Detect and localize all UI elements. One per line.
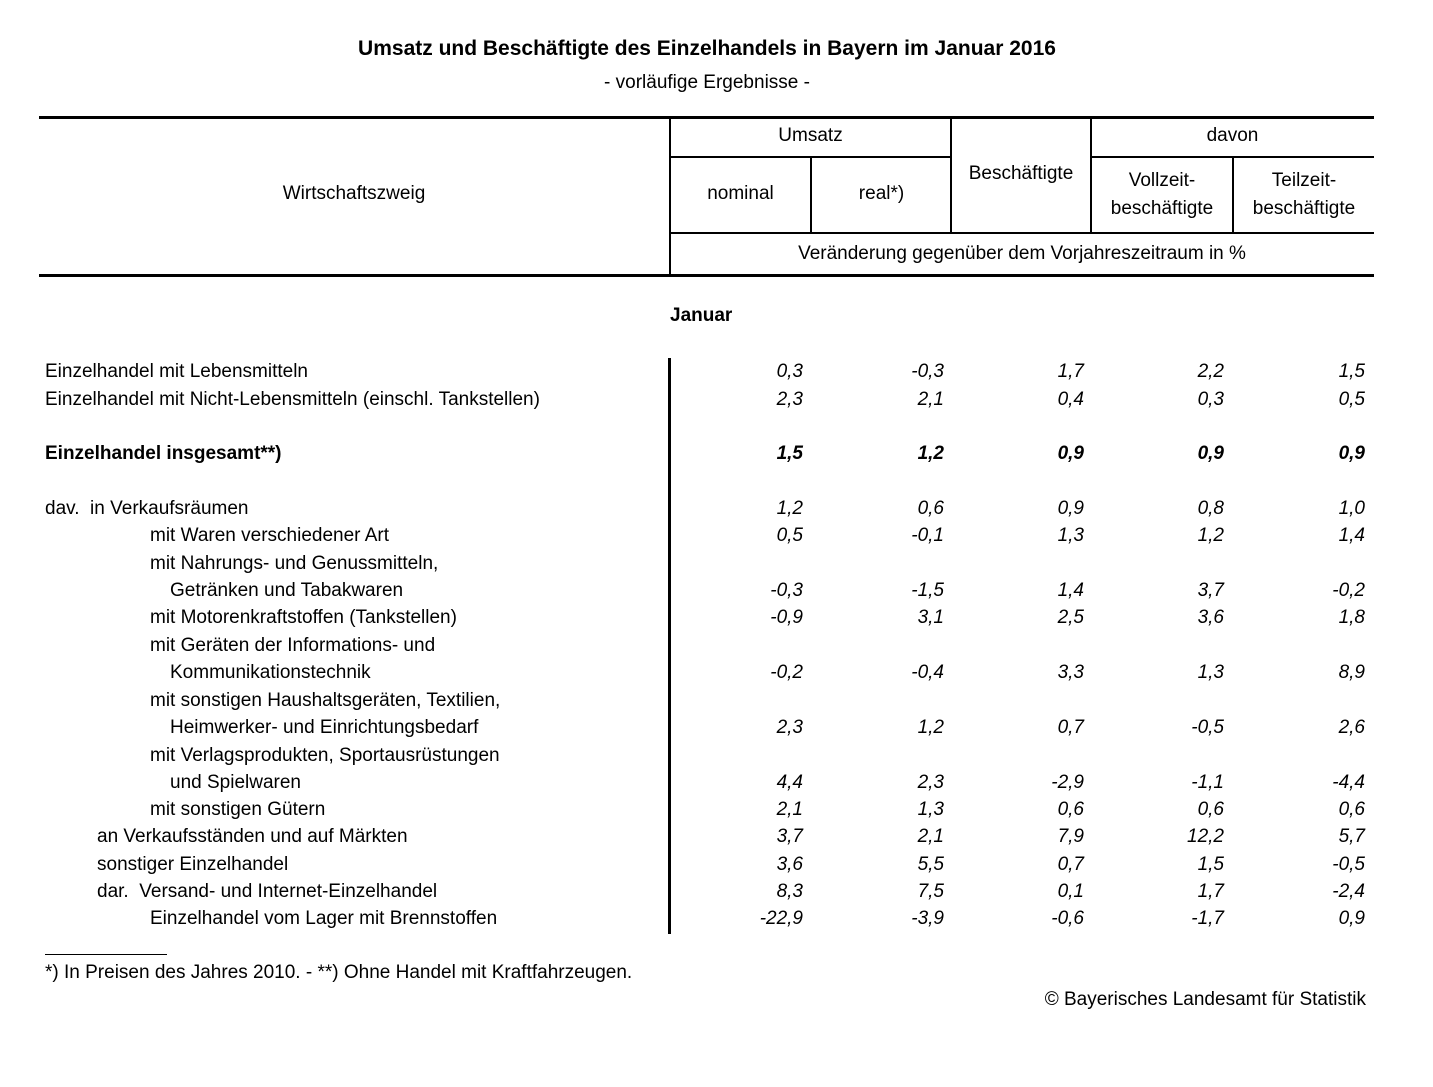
cell-value: 1,3 [1057,525,1084,546]
header-unit: Veränderung gegenüber dem Vorjahreszeitraum in % [798,243,1246,264]
row-label: Einzelhandel mit Lebensmitteln [45,361,308,382]
header-parttime-1: Teilzeit- [1271,170,1337,191]
cell-value: 8,3 [776,881,803,902]
cell-value: 2,6 [1338,717,1365,738]
cell-value: 0,4 [1057,389,1084,410]
row-label: mit Waren verschiedener Art [150,525,389,546]
row-label: Einzelhandel vom Lager mit Brennstoffen [150,908,498,929]
row-label: an Verkaufsständen und auf Märkten [97,826,408,847]
row-label: mit Motorenkraftstoffen (Tankstellen) [150,607,457,628]
cell-value: -22,9 [759,908,803,929]
cell-value: 0,9 [1057,443,1084,464]
cell-value: 0,1 [1057,881,1084,902]
cell-value: -4,4 [1332,772,1365,793]
row-label: mit sonstigen Haushaltsgeräten, Textilien, [150,690,501,711]
cell-value: 0,9 [1197,443,1224,464]
cell-value: 1,2 [917,443,944,464]
cell-value: 0,9 [1057,498,1084,519]
row-label: mit Geräten der Informations- und [150,635,436,656]
cell-value: 1,4 [1057,580,1084,601]
header-real: real*) [858,183,905,204]
footnote: *) In Preisen des Jahres 2010. - **) Ohne Handel mit Kraftfahrzeugen. [45,962,633,983]
header-fulltime-1: Vollzeit- [1128,170,1196,191]
row-label: mit sonstigen Gütern [150,799,326,820]
cell-value: 1,3 [917,799,944,820]
cell-value: 0,6 [1057,799,1084,820]
cell-value: 2,1 [917,389,944,410]
cell-value: -2,4 [1332,881,1365,902]
cell-value: -1,5 [911,580,944,601]
cell-value: 0,7 [1057,717,1084,738]
header-nominal: nominal [707,183,774,204]
cell-value: 0,7 [1057,854,1084,875]
cell-value: 0,5 [776,525,803,546]
cell-value: 1,7 [1197,881,1224,902]
cell-value: -1,7 [1191,908,1224,929]
row-label: dav. in Verkaufsräumen [45,498,249,519]
cell-value: 0,9 [1338,443,1365,464]
cell-value: 0,3 [1197,389,1224,410]
cell-value: 2,3 [917,772,944,793]
cell-value: 3,6 [776,854,803,875]
cell-value: -0,9 [770,607,803,628]
row-label-continuation: und Spielwaren [170,772,301,793]
cell-value: -0,3 [911,361,944,382]
cell-value: -0,2 [770,662,803,683]
cell-value: 0,5 [1338,389,1365,410]
cell-value: 3,7 [776,826,803,847]
row-label-continuation: Kommunikationstechnik [170,662,371,683]
cell-value: -0,5 [1191,717,1224,738]
copyright: © Bayerisches Landesamt für Statistik [1044,989,1366,1010]
cell-value: 7,5 [917,881,944,902]
cell-value: 3,3 [1057,662,1084,683]
cell-value: 5,7 [1338,826,1365,847]
header-parttime-2: beschäftigte [1252,198,1356,219]
cell-value: 4,4 [776,772,803,793]
cell-value: 2,1 [917,826,944,847]
cell-value: -0,5 [1332,854,1365,875]
row-label: dar. Versand- und Internet-Einzelhandel [97,881,438,902]
header-branch: Wirtschaftszweig [282,183,426,204]
cell-value: 1,2 [917,717,944,738]
cell-value: 2,3 [776,717,803,738]
header-fulltime-2: beschäftigte [1110,198,1214,219]
row-label: Einzelhandel mit Nicht-Lebensmitteln (einschl. Tankstellen) [45,389,540,410]
cell-value: 0,6 [1197,799,1224,820]
cell-value: 2,2 [1197,361,1224,382]
cell-value: -1,1 [1191,772,1224,793]
cell-value: 1,2 [1197,525,1224,546]
cell-value: 0,9 [1338,908,1365,929]
row-label: mit Nahrungs- und Genussmitteln, [150,553,439,574]
cell-value: 1,5 [1197,854,1224,875]
table-subtitle: - vorläufige Ergebnisse - [604,72,810,93]
cell-value: 0,3 [776,361,803,382]
cell-value: 0,8 [1197,498,1224,519]
row-label-continuation: Heimwerker- und Einrichtungsbedarf [170,717,479,738]
cell-value: 0,6 [1338,799,1365,820]
header-employees: Beschäftigte [968,163,1074,184]
cell-value: 1,8 [1338,607,1365,628]
cell-value: 12,2 [1187,826,1224,847]
cell-value: -0,1 [911,525,944,546]
header-davon: davon [1206,125,1259,146]
cell-value: 1,2 [776,498,803,519]
header-top-rule [39,116,1374,119]
cell-value: -0,4 [911,662,944,683]
header-umsatz: Umsatz [778,125,843,146]
cell-value: 3,7 [1197,580,1224,601]
cell-value: 3,6 [1197,607,1224,628]
cell-value: 3,1 [917,607,944,628]
row-label-continuation: Getränken und Tabakwaren [170,580,404,601]
cell-value: -3,9 [911,908,944,929]
cell-value: 2,3 [776,389,803,410]
section-label: Januar [670,305,733,326]
cell-value: 1,5 [776,443,803,464]
cell-value: 1,3 [1197,662,1224,683]
cell-value: -2,9 [1051,772,1084,793]
row-label: sonstiger Einzelhandel [97,854,289,875]
cell-value: 7,9 [1057,826,1084,847]
body-divider [668,358,671,934]
cell-value: 1,0 [1338,498,1365,519]
cell-value: 1,4 [1338,525,1365,546]
cell-value: 8,9 [1338,662,1365,683]
cell-value: -0,6 [1051,908,1084,929]
cell-value: 0,6 [917,498,944,519]
cell-value: 5,5 [917,854,944,875]
cell-value: 1,7 [1057,361,1084,382]
cell-value: -0,3 [770,580,803,601]
table-title: Umsatz und Beschäftigte des Einzelhandels in Bayern im Januar 2016 [358,37,1056,60]
cell-value: 2,1 [776,799,803,820]
cell-value: 2,5 [1057,607,1084,628]
footnote-rule [45,954,167,955]
row-label: mit Verlagsprodukten, Sportausrüstungen [150,745,500,766]
header-bottom-rule [39,274,1374,277]
cell-value: 1,5 [1338,361,1365,382]
cell-value: -0,2 [1332,580,1365,601]
unit-top-rule [670,232,1374,234]
row-label: Einzelhandel insgesamt**) [45,443,282,464]
